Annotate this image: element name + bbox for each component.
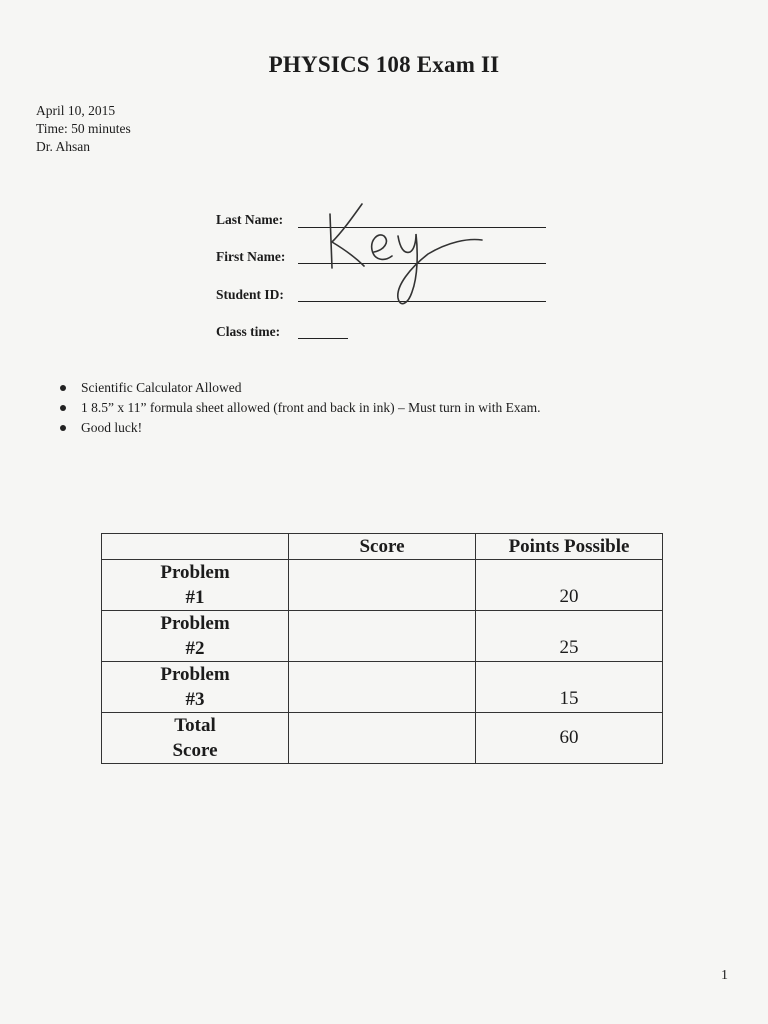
- class-time-line[interactable]: [298, 338, 348, 339]
- handwritten-signature-key: [318, 196, 488, 316]
- score-table: [101, 533, 663, 764]
- score-cell[interactable]: [289, 713, 476, 764]
- header-blank: [102, 534, 289, 560]
- table-row: [102, 560, 663, 611]
- row-label-line2: Score: [172, 740, 218, 761]
- row-label: [102, 662, 289, 713]
- instructions-list: [60, 378, 541, 438]
- class-time-label: Class time:: [216, 324, 281, 339]
- first-name-label: First Name:: [216, 249, 286, 264]
- instruction-text: 1 8.5” x 11” formula sheet allowed (front and back in ink) – Must turn in with Exam.: [81, 400, 541, 415]
- last-name-label: Last Name:: [216, 212, 284, 227]
- score-cell[interactable]: [289, 560, 476, 611]
- score-cell[interactable]: [289, 611, 476, 662]
- row-label: [102, 611, 289, 662]
- exam-title: PHYSICS 108 Exam II: [268, 52, 500, 77]
- exam-duration: Time: 50 minutes: [36, 121, 131, 136]
- points-cell: 25: [476, 611, 663, 662]
- bullet-icon: [60, 405, 66, 411]
- instruction-item: [60, 378, 541, 398]
- header-points-possible: Points Possible: [476, 534, 663, 560]
- student-id-label: Student ID:: [216, 287, 284, 302]
- exam-meta: [36, 102, 131, 156]
- exam-date: April 10, 2015: [36, 103, 116, 118]
- row-label-line1: Problem: [160, 613, 230, 634]
- points-cell: 15: [476, 662, 663, 713]
- bullet-icon: [60, 425, 66, 431]
- row-label-line1: Problem: [160, 664, 230, 685]
- instruction-text: Scientific Calculator Allowed: [81, 380, 242, 395]
- instruction-text: Good luck!: [81, 420, 143, 435]
- row-label-line2: #2: [185, 638, 205, 659]
- instruction-item: [60, 418, 541, 438]
- row-label-line1: Total: [174, 715, 216, 736]
- row-label-line2: #1: [185, 587, 205, 608]
- row-label-line2: #3: [185, 689, 205, 710]
- score-table-header: [102, 534, 663, 560]
- instruction-item: [60, 398, 541, 418]
- table-row: [102, 662, 663, 713]
- page-number: 1: [721, 968, 728, 983]
- score-cell[interactable]: [289, 662, 476, 713]
- table-row: [102, 611, 663, 662]
- row-label: [102, 713, 289, 764]
- row-label: [102, 560, 289, 611]
- row-label-line1: Problem: [160, 562, 230, 583]
- header-score: Score: [289, 534, 476, 560]
- table-row: [102, 713, 663, 764]
- bullet-icon: [60, 385, 66, 391]
- instructor-name: Dr. Ahsan: [36, 139, 90, 154]
- points-cell: 20: [476, 560, 663, 611]
- points-cell: 60: [476, 713, 663, 764]
